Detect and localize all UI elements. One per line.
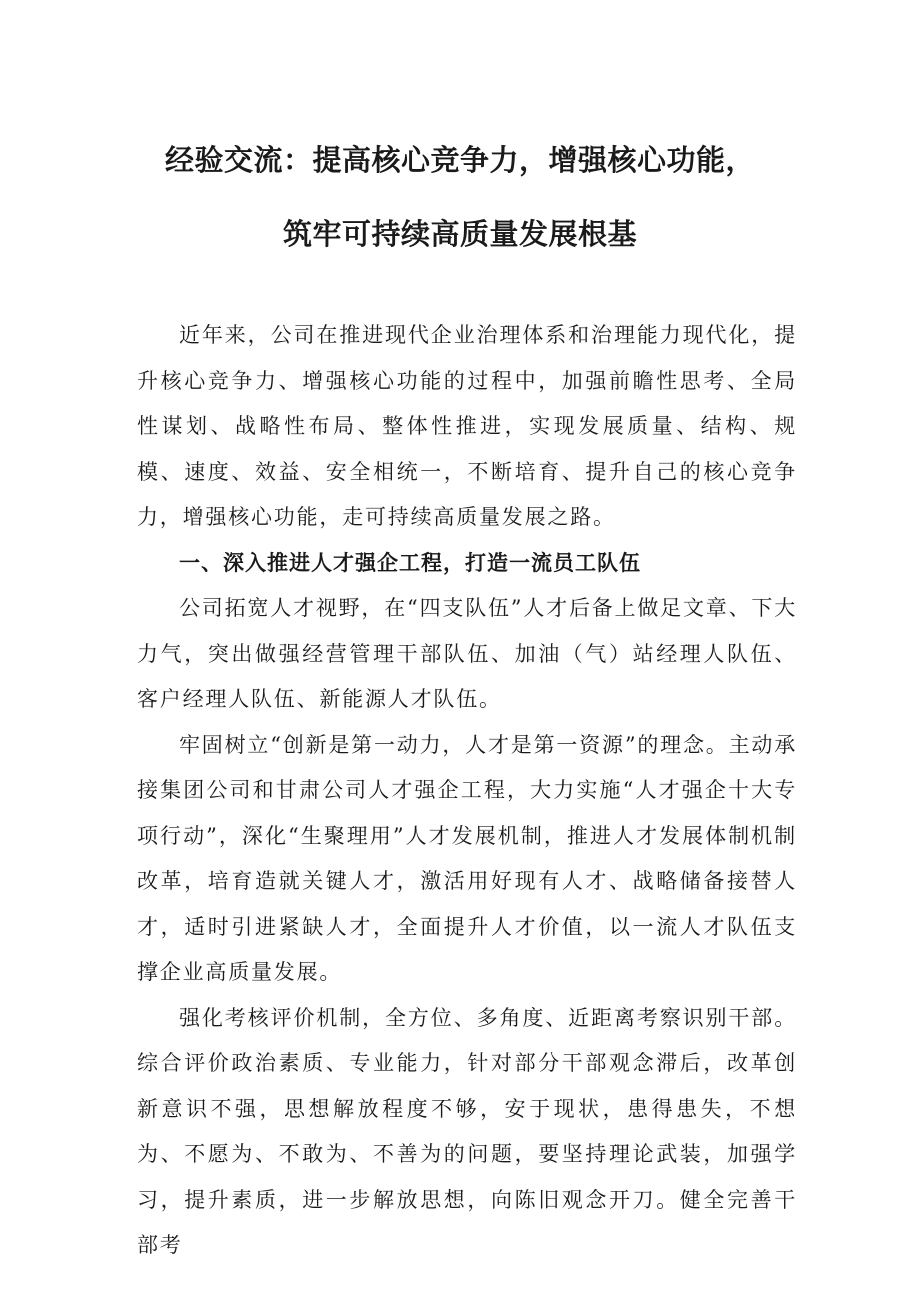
- section-heading-1: 一、深入推进人才强企工程，打造一流员工队伍: [179, 550, 641, 575]
- document-title-line-1: 经验交流：提高核心竞争力，增强核心功能，: [164, 143, 755, 177]
- paragraph-evaluation: 强化考核评价机制，全方位、多角度、近距离考察识别干部。综合评价政治素质、专业能力，针对部分干部观念滞后，改革创新意识不强，思想解放程度不够，安于现状，患得患失，不想为、不愿为、不敢为、不善为的问题，要坚持理论武装，加强学习，提升素质，进一步解放思想，向陈旧观念开刀。健全完善干部考: [137, 1005, 797, 1257]
- paragraph-intro: 近年来，公司在推进现代企业治理体系和治理能力现代化，提升核心竞争力、增强核心功能的过程中，加强前瞻性思考、全局性谋划、战略性布局、整体性推进，实现发展质量、结构、规模、速度、效益、安全相统一，不断培育、提升自己的核心竞争力，增强核心功能，走可持续高质量发展之路。: [137, 323, 797, 529]
- paragraph-talent-concept: 牢固树立“创新是第一动力，人才是第一资源”的理念。主动承接集团公司和甘肃公司人才强企工程，大力实施“人才强企十大专项行动”，深化“生聚理用”人才发展机制，推进人才发展体制机制改革，培育造就关键人才，激活用好现有人才、战略储备接替人才，适时引进紧缺人才，全面提升人才价值，以一流人才队伍支撑企业高质量发展。: [137, 732, 797, 984]
- document-body: [137, 313, 797, 1269]
- document-title-line-2: 筑牢可持续高质量发展根基: [282, 217, 637, 251]
- paragraph-talent-vision: 公司拓宽人才视野，在“四支队伍”人才后备上做足文章、下大力气，突出做强经营管理干部队伍、加油（气）站经理人队伍、客户经理人队伍、新能源人才队伍。: [137, 596, 797, 711]
